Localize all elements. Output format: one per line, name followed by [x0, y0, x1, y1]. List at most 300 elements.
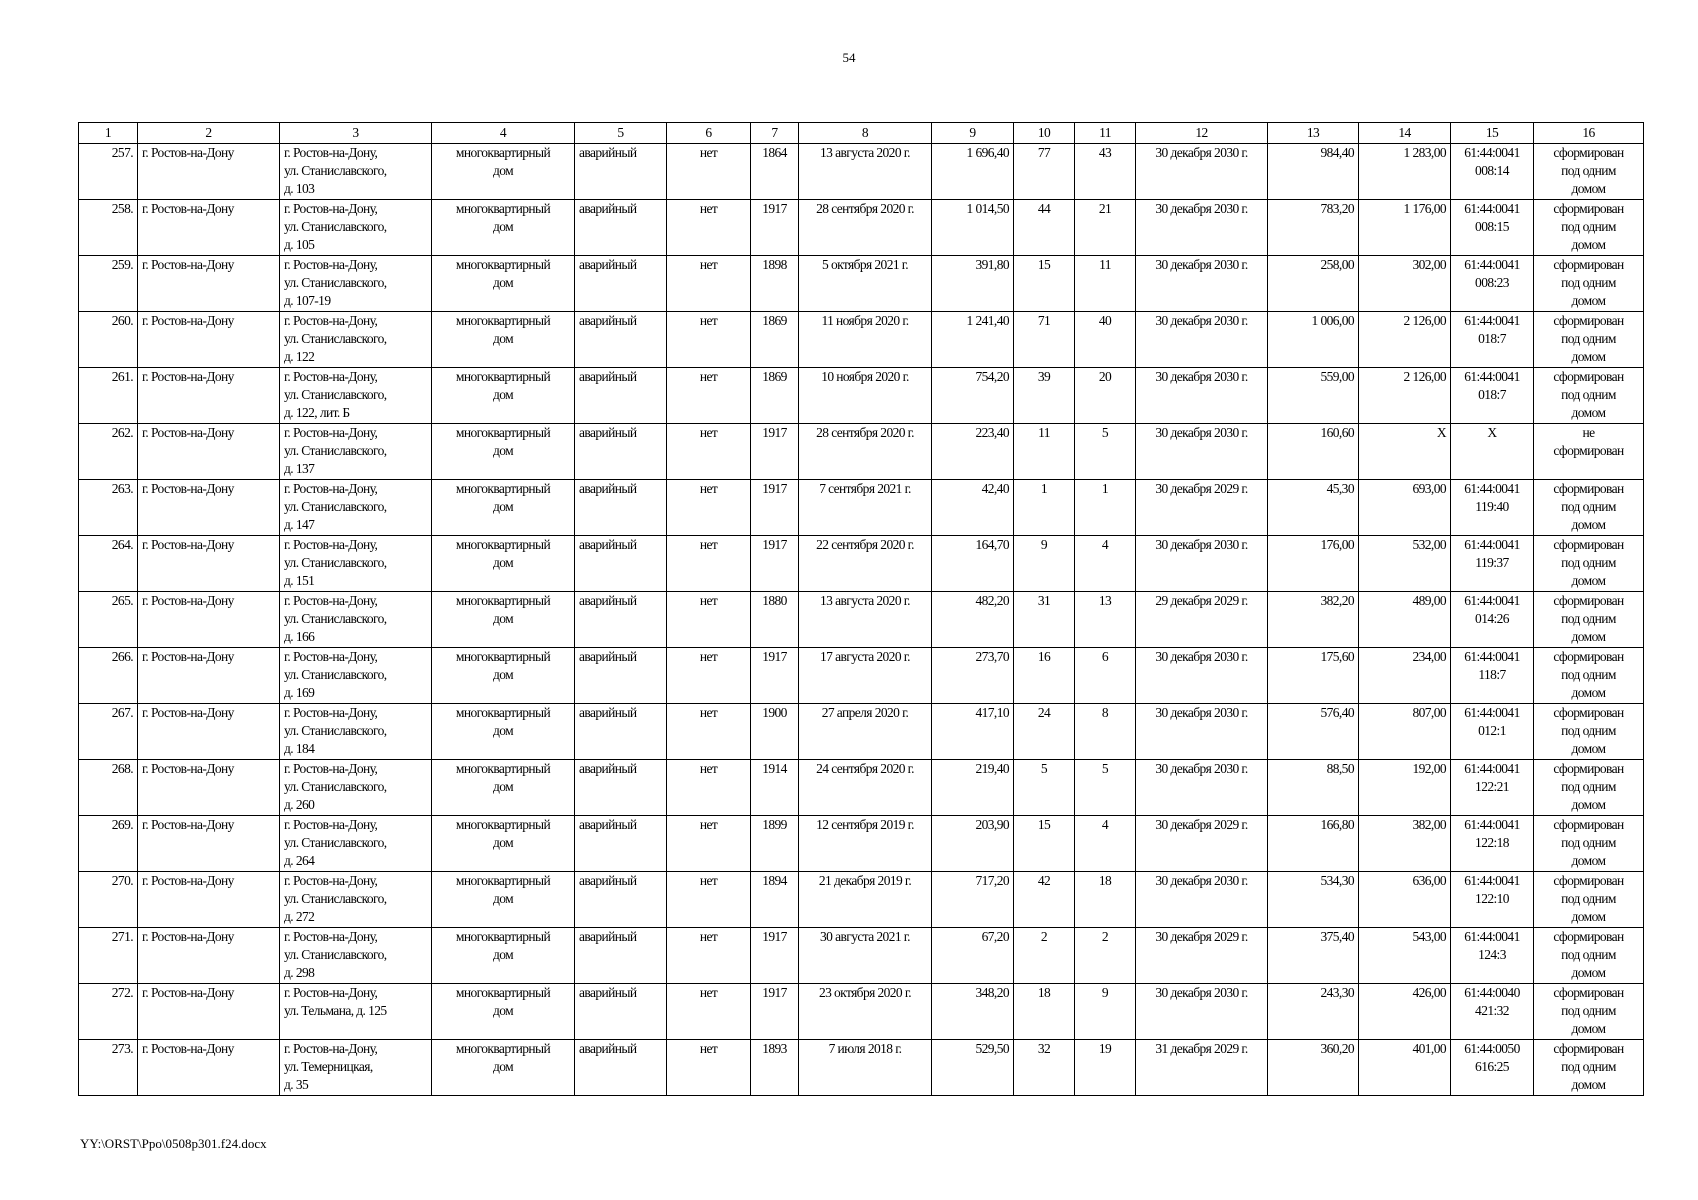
recognition-date-text: 21 декабря 2019 г. — [818, 873, 912, 888]
land-area-text: Х — [1436, 425, 1446, 440]
residents-text: 2 — [1040, 929, 1048, 944]
table-row — [79, 760, 1644, 816]
cell-area — [932, 760, 1014, 816]
cell-land-area — [1359, 256, 1451, 312]
cell-relocation-area — [1268, 760, 1359, 816]
cell-land-status — [1534, 256, 1644, 312]
cell-condition — [575, 424, 667, 480]
cell-land-area — [1359, 1040, 1451, 1096]
cell-area — [932, 312, 1014, 368]
cell-relocation-area — [1268, 368, 1359, 424]
premises-text: 40 — [1098, 313, 1112, 328]
relocation-area-text: 176,00 — [1320, 537, 1354, 552]
build-year-text: 1869 — [762, 313, 787, 328]
cell-address — [280, 536, 432, 592]
cell-municipality — [138, 256, 280, 312]
cultural-heritage-text: нет — [699, 425, 718, 440]
cell-row-number — [79, 368, 138, 424]
premises-text: 4 — [1101, 537, 1109, 552]
land-status-text: сформирован под одним домом — [1553, 761, 1624, 812]
cell-cadastral-number — [1451, 760, 1534, 816]
relocation-area-text: 166,80 — [1320, 817, 1354, 832]
page-number: 54 — [842, 50, 856, 65]
cell-row-number — [79, 536, 138, 592]
cell-municipality — [138, 760, 280, 816]
cell-land-status — [1534, 872, 1644, 928]
recognition-date-text: 7 июля 2018 г. — [828, 1041, 902, 1056]
cell-land-status — [1534, 536, 1644, 592]
land-status-text: сформирован под одним домом — [1553, 537, 1624, 588]
relocation-date-text: 30 декабря 2030 г. — [1155, 313, 1248, 328]
relocation-date-text: 30 декабря 2030 г. — [1155, 649, 1248, 664]
land-status-text: не сформирован — [1553, 425, 1624, 458]
relocation-area-text: 576,40 — [1320, 705, 1354, 720]
building-type-text: многоквартирный дом — [455, 257, 551, 290]
cell-land-status — [1534, 200, 1644, 256]
table-row — [79, 816, 1644, 872]
cell-premises — [1075, 312, 1136, 368]
cadastral-number-text: 61:44:0041 008:15 — [1464, 201, 1520, 234]
cell-residents — [1014, 760, 1075, 816]
cell-relocation-date — [1136, 760, 1268, 816]
cell-premises — [1075, 928, 1136, 984]
cell-residents — [1014, 816, 1075, 872]
cell-land-area — [1359, 648, 1451, 704]
relocation-area-text: 984,40 — [1320, 145, 1354, 160]
land-status-text: сформирован под одним домом — [1553, 1041, 1624, 1092]
relocation-area-text: 783,20 — [1320, 201, 1354, 216]
build-year-text: 1914 — [762, 761, 787, 776]
cell-row-number — [79, 312, 138, 368]
row-number-text: 268. — [111, 761, 133, 776]
building-type-text: многоквартирный дом — [455, 313, 551, 346]
area-text: 164,70 — [975, 537, 1009, 552]
cell-condition — [575, 144, 667, 200]
row-number-text: 262. — [111, 425, 133, 440]
cell-condition — [575, 256, 667, 312]
cell-municipality — [138, 480, 280, 536]
cell-cadastral-number — [1451, 480, 1534, 536]
land-area-text: 1 283,00 — [1403, 145, 1446, 160]
condition-text: аварийный — [579, 313, 637, 328]
building-type-text: многоквартирный дом — [455, 201, 551, 234]
table-row — [79, 536, 1644, 592]
cell-relocation-area — [1268, 536, 1359, 592]
recognition-date-text: 17 августа 2020 г. — [820, 649, 910, 664]
cell-cultural-heritage — [667, 928, 751, 984]
cell-land-status — [1534, 984, 1644, 1040]
cell-relocation-date — [1136, 984, 1268, 1040]
cell-build-year — [751, 480, 799, 536]
cell-area — [932, 648, 1014, 704]
build-year-text: 1899 — [762, 817, 787, 832]
cell-recognition-date — [799, 368, 932, 424]
cell-relocation-date — [1136, 144, 1268, 200]
relocation-area-text: 88,50 — [1326, 761, 1354, 776]
cell-premises — [1075, 424, 1136, 480]
row-number-text: 257. — [111, 145, 133, 160]
cell-residents — [1014, 144, 1075, 200]
recognition-date-text: 28 сентября 2020 г. — [816, 201, 914, 216]
premises-text: 2 — [1101, 929, 1109, 944]
cell-relocation-area — [1268, 872, 1359, 928]
cell-relocation-area — [1268, 984, 1359, 1040]
row-number-text: 259. — [111, 257, 133, 272]
cultural-heritage-text: нет — [699, 313, 718, 328]
land-area-text: 382,00 — [1412, 817, 1446, 832]
land-area-text: 543,00 — [1412, 929, 1446, 944]
table-row — [79, 1040, 1644, 1096]
cell-relocation-area — [1268, 256, 1359, 312]
condition-text: аварийный — [579, 201, 637, 216]
cell-row-number — [79, 480, 138, 536]
recognition-date-text: 10 ноября 2020 г. — [821, 369, 909, 384]
cultural-heritage-text: нет — [699, 873, 718, 888]
recognition-date-text: 22 сентября 2020 г. — [816, 537, 914, 552]
cell-residents — [1014, 200, 1075, 256]
cell-building-type — [432, 872, 575, 928]
cell-cadastral-number — [1451, 928, 1534, 984]
premises-text: 18 — [1098, 873, 1112, 888]
municipality-text: г. Ростов-на-Дону — [142, 929, 234, 944]
build-year-text: 1917 — [762, 929, 787, 944]
premises-text: 13 — [1098, 593, 1112, 608]
column-number-12: 12 — [1136, 123, 1268, 144]
footer-file-path: YY:\ORST\Ppo\0508p301.f24.docx — [80, 1136, 267, 1151]
cell-condition — [575, 760, 667, 816]
cell-area — [932, 1040, 1014, 1096]
cell-municipality — [138, 928, 280, 984]
cell-municipality — [138, 200, 280, 256]
residents-text: 5 — [1040, 761, 1048, 776]
relocation-date-text: 30 декабря 2030 г. — [1155, 145, 1248, 160]
cell-build-year — [751, 872, 799, 928]
cell-building-type — [432, 312, 575, 368]
cell-relocation-area — [1268, 816, 1359, 872]
address-text: г. Ростов-на-Дону, ул. Станиславского, д. 151 — [284, 537, 387, 588]
table-row — [79, 872, 1644, 928]
cell-cadastral-number — [1451, 312, 1534, 368]
relocation-date-text: 30 декабря 2030 г. — [1155, 537, 1248, 552]
cell-recognition-date — [799, 1040, 932, 1096]
premises-text: 5 — [1101, 425, 1109, 440]
cell-address — [280, 648, 432, 704]
cell-cadastral-number — [1451, 368, 1534, 424]
build-year-text: 1900 — [762, 705, 787, 720]
residents-text: 18 — [1037, 985, 1051, 1000]
cell-build-year — [751, 144, 799, 200]
condition-text: аварийный — [579, 649, 637, 664]
cell-land-area — [1359, 760, 1451, 816]
cell-premises — [1075, 200, 1136, 256]
cell-cultural-heritage — [667, 424, 751, 480]
land-status-text: сформирован под одним домом — [1553, 985, 1624, 1036]
address-text: г. Ростов-на-Дону, ул. Станиславского, д. 166 — [284, 593, 387, 644]
cultural-heritage-text: нет — [699, 369, 718, 384]
building-type-text: многоквартирный дом — [455, 649, 551, 682]
cell-address — [280, 872, 432, 928]
cell-cadastral-number — [1451, 424, 1534, 480]
premises-text: 20 — [1098, 369, 1112, 384]
residents-text: 11 — [1038, 425, 1050, 440]
area-text: 42,40 — [981, 481, 1009, 496]
row-number-text: 269. — [111, 817, 133, 832]
municipality-text: г. Ростов-на-Дону — [142, 705, 234, 720]
cell-building-type — [432, 368, 575, 424]
municipality-text: г. Ростов-на-Дону — [142, 985, 234, 1000]
relocation-area-text: 45,30 — [1326, 481, 1354, 496]
cell-land-status — [1534, 312, 1644, 368]
land-area-text: 807,00 — [1412, 705, 1446, 720]
municipality-text: г. Ростов-на-Дону — [142, 817, 234, 832]
cell-cadastral-number — [1451, 648, 1534, 704]
build-year-text: 1917 — [762, 201, 787, 216]
cell-land-status — [1534, 424, 1644, 480]
table-body — [79, 144, 1644, 1096]
address-text: г. Ростов-на-Дону, ул. Станиславского, д. 184 — [284, 705, 387, 756]
land-area-text: 2 126,00 — [1403, 313, 1446, 328]
cell-cadastral-number — [1451, 816, 1534, 872]
row-number-text: 265. — [111, 593, 133, 608]
residents-text: 39 — [1037, 369, 1051, 384]
table-row — [79, 480, 1644, 536]
cell-recognition-date — [799, 984, 932, 1040]
row-number-text: 273. — [111, 1041, 133, 1056]
land-status-text: сформирован под одним домом — [1553, 929, 1624, 980]
cell-premises — [1075, 536, 1136, 592]
residents-text: 16 — [1037, 649, 1051, 664]
cell-land-status — [1534, 144, 1644, 200]
address-text: г. Ростов-на-Дону, ул. Станиславского, д. 260 — [284, 761, 387, 812]
cell-build-year — [751, 816, 799, 872]
cultural-heritage-text: нет — [699, 593, 718, 608]
cell-row-number — [79, 816, 138, 872]
cell-row-number — [79, 424, 138, 480]
cell-land-area — [1359, 368, 1451, 424]
cell-relocation-area — [1268, 592, 1359, 648]
cell-relocation-date — [1136, 704, 1268, 760]
address-text: г. Ростов-на-Дону, ул. Станиславского, д. 169 — [284, 649, 387, 700]
relocation-area-text: 243,30 — [1320, 985, 1354, 1000]
area-text: 273,70 — [975, 649, 1009, 664]
table-row — [79, 424, 1644, 480]
cell-recognition-date — [799, 872, 932, 928]
cell-area — [932, 144, 1014, 200]
cell-relocation-date — [1136, 480, 1268, 536]
table-row — [79, 648, 1644, 704]
cell-row-number — [79, 256, 138, 312]
building-type-text: многоквартирный дом — [455, 1041, 551, 1074]
cell-build-year — [751, 928, 799, 984]
land-status-text: сформирован под одним домом — [1553, 481, 1624, 532]
land-area-text: 401,00 — [1412, 1041, 1446, 1056]
area-text: 67,20 — [981, 929, 1009, 944]
table-row — [79, 368, 1644, 424]
table-row — [79, 312, 1644, 368]
cell-recognition-date — [799, 200, 932, 256]
address-text: г. Ростов-на-Дону, ул. Станиславского, д. 105 — [284, 201, 387, 252]
cell-area — [932, 200, 1014, 256]
cell-row-number — [79, 648, 138, 704]
cultural-heritage-text: нет — [699, 985, 718, 1000]
cadastral-number-text: 61:44:0041 118:7 — [1464, 649, 1520, 682]
column-number-5: 5 — [575, 123, 667, 144]
premises-text: 21 — [1098, 201, 1112, 216]
cultural-heritage-text: нет — [699, 705, 718, 720]
area-text: 482,20 — [975, 593, 1009, 608]
cell-municipality — [138, 648, 280, 704]
cell-build-year — [751, 592, 799, 648]
cell-land-area — [1359, 480, 1451, 536]
column-number-16: 16 — [1534, 123, 1644, 144]
condition-text: аварийный — [579, 761, 637, 776]
row-number-text: 264. — [111, 537, 133, 552]
build-year-text: 1893 — [762, 1041, 787, 1056]
land-status-text: сформирован под одним домом — [1553, 705, 1624, 756]
cell-row-number — [79, 200, 138, 256]
recognition-date-text: 28 сентября 2020 г. — [816, 425, 914, 440]
cell-residents — [1014, 1040, 1075, 1096]
cell-area — [932, 984, 1014, 1040]
column-number-10: 10 — [1014, 123, 1075, 144]
cell-recognition-date — [799, 480, 932, 536]
cell-address — [280, 984, 432, 1040]
cell-building-type — [432, 144, 575, 200]
cell-cultural-heritage — [667, 200, 751, 256]
cell-row-number — [79, 144, 138, 200]
condition-text: аварийный — [579, 873, 637, 888]
row-number-text: 266. — [111, 649, 133, 664]
municipality-text: г. Ростов-на-Дону — [142, 649, 234, 664]
relocation-area-text: 375,40 — [1320, 929, 1354, 944]
build-year-text: 1898 — [762, 257, 787, 272]
residents-text: 24 — [1037, 705, 1051, 720]
build-year-text: 1864 — [762, 145, 787, 160]
cell-address — [280, 816, 432, 872]
cell-relocation-date — [1136, 1040, 1268, 1096]
cell-land-status — [1534, 760, 1644, 816]
cell-premises — [1075, 592, 1136, 648]
cell-address — [280, 368, 432, 424]
land-status-text: сформирован под одним домом — [1553, 313, 1624, 364]
land-status-text: сформирован под одним домом — [1553, 201, 1624, 252]
area-text: 1 696,40 — [966, 145, 1009, 160]
residents-text: 31 — [1037, 593, 1051, 608]
table-row — [79, 928, 1644, 984]
cell-area — [932, 256, 1014, 312]
cell-residents — [1014, 256, 1075, 312]
recognition-date-text: 13 августа 2020 г. — [820, 145, 910, 160]
cell-row-number — [79, 984, 138, 1040]
cell-premises — [1075, 144, 1136, 200]
address-text: г. Ростов-на-Дону, ул. Темерницкая, д. 35 — [284, 1041, 378, 1092]
build-year-text: 1917 — [762, 985, 787, 1000]
condition-text: аварийный — [579, 1041, 637, 1056]
cell-land-status — [1534, 816, 1644, 872]
area-text: 1 014,50 — [966, 201, 1009, 216]
residents-text: 32 — [1037, 1041, 1051, 1056]
relocation-date-text: 30 декабря 2030 г. — [1155, 425, 1248, 440]
cell-municipality — [138, 424, 280, 480]
cell-municipality — [138, 368, 280, 424]
cell-area — [932, 368, 1014, 424]
cell-address — [280, 144, 432, 200]
housing-table-container — [78, 122, 1644, 1096]
cadastral-number-text: 61:44:0041 122:21 — [1464, 761, 1520, 794]
cell-land-status — [1534, 704, 1644, 760]
building-type-text: многоквартирный дом — [455, 481, 551, 514]
relocation-area-text: 1 006,00 — [1311, 313, 1354, 328]
row-number-text: 258. — [111, 201, 133, 216]
cell-municipality — [138, 312, 280, 368]
cell-land-area — [1359, 984, 1451, 1040]
cell-municipality — [138, 536, 280, 592]
land-status-text: сформирован под одним домом — [1553, 873, 1624, 924]
cell-recognition-date — [799, 648, 932, 704]
cell-residents — [1014, 872, 1075, 928]
address-text: г. Ростов-на-Дону, ул. Станиславского, д. 264 — [284, 817, 387, 868]
cadastral-number-text: 61:44:0041 122:18 — [1464, 817, 1520, 850]
cell-cultural-heritage — [667, 592, 751, 648]
row-number-text: 267. — [111, 705, 133, 720]
cultural-heritage-text: нет — [699, 537, 718, 552]
cultural-heritage-text: нет — [699, 929, 718, 944]
cell-residents — [1014, 984, 1075, 1040]
cell-municipality — [138, 1040, 280, 1096]
premises-text: 11 — [1099, 257, 1111, 272]
cell-relocation-area — [1268, 480, 1359, 536]
municipality-text: г. Ростов-на-Дону — [142, 537, 234, 552]
cell-cadastral-number — [1451, 704, 1534, 760]
relocation-area-text: 258,00 — [1320, 257, 1354, 272]
cell-relocation-date — [1136, 928, 1268, 984]
land-status-text: сформирован под одним домом — [1553, 593, 1624, 644]
area-text: 203,90 — [975, 817, 1009, 832]
area-text: 391,80 — [975, 257, 1009, 272]
build-year-text: 1917 — [762, 481, 787, 496]
recognition-date-text: 24 сентября 2020 г. — [816, 761, 914, 776]
cell-municipality — [138, 816, 280, 872]
cell-land-area — [1359, 704, 1451, 760]
cell-premises — [1075, 256, 1136, 312]
cultural-heritage-text: нет — [699, 649, 718, 664]
land-area-text: 192,00 — [1412, 761, 1446, 776]
cell-condition — [575, 984, 667, 1040]
relocation-date-text: 30 декабря 2030 г. — [1155, 201, 1248, 216]
cell-condition — [575, 704, 667, 760]
cadastral-number-text: 61:44:0041 008:23 — [1464, 257, 1520, 290]
build-year-text: 1869 — [762, 369, 787, 384]
cell-build-year — [751, 256, 799, 312]
cell-residents — [1014, 536, 1075, 592]
cell-relocation-date — [1136, 256, 1268, 312]
cell-land-area — [1359, 144, 1451, 200]
cell-land-status — [1534, 648, 1644, 704]
cell-cultural-heritage — [667, 1040, 751, 1096]
cell-address — [280, 424, 432, 480]
building-type-text: многоквартирный дом — [455, 705, 551, 738]
cell-relocation-area — [1268, 144, 1359, 200]
cell-recognition-date — [799, 704, 932, 760]
cell-cadastral-number — [1451, 200, 1534, 256]
address-text: г. Ростов-на-Дону, ул. Станиславского, д. 122 — [284, 313, 387, 364]
address-text: г. Ростов-на-Дону, ул. Станиславского, д. 107-19 — [284, 257, 387, 308]
cell-building-type — [432, 1040, 575, 1096]
cell-land-status — [1534, 480, 1644, 536]
cadastral-number-text: 61:44:0041 122:10 — [1464, 873, 1520, 906]
cell-premises — [1075, 816, 1136, 872]
building-type-text: многоквартирный дом — [455, 593, 551, 626]
